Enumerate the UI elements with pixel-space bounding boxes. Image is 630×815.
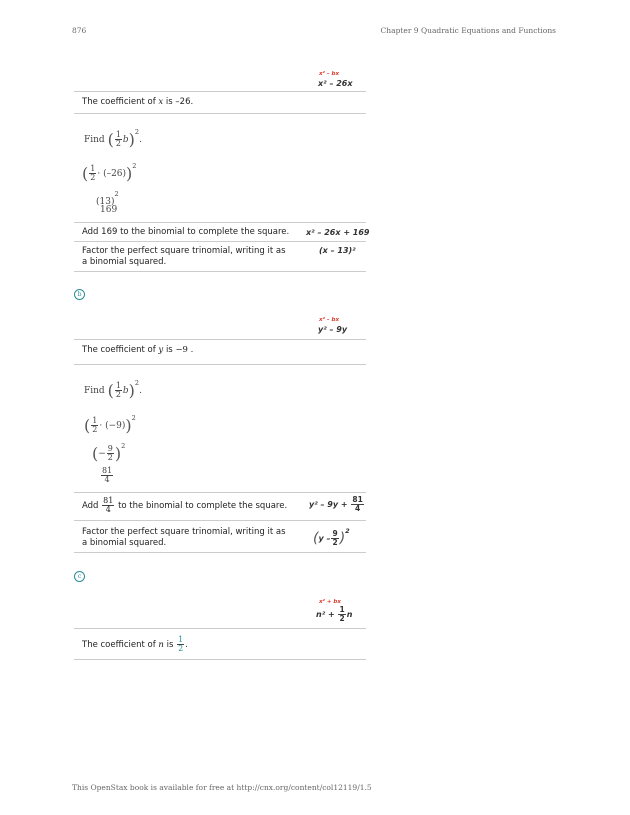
divider <box>74 339 366 340</box>
divider <box>74 364 366 365</box>
find-step-b: Find ( $\frac{1}{2}$ b)$^2$. <box>84 379 142 400</box>
find-step-a: Find ( $\frac{1}{2}$ b)$^2$. <box>84 128 142 149</box>
form-label-a: x² – bx <box>319 71 340 77</box>
coefficient-text-a: The coefficient of x is –26. <box>82 97 194 107</box>
factor-text-a: Factor the perfect square trinomial, writing it as a binomial squared. <box>82 246 286 267</box>
coefficient-text-b: The coefficient of y is −9 . <box>82 345 194 355</box>
divider <box>74 492 366 493</box>
divider <box>74 520 366 521</box>
footer-text: This OpenStax book is available for free at http://cnx.org/content/col12119/1.5 <box>72 783 372 792</box>
expression-a: x² – 26x <box>318 79 353 88</box>
factor-result-b: (y – $\frac{9}{2}$ )$^2$ <box>313 527 350 547</box>
divider <box>74 659 366 660</box>
part-b-label: b <box>74 289 85 300</box>
step2-b: (− $\frac{9}{2}$ )$^2$ <box>92 442 126 463</box>
coefficient-text-c: The coefficient of n is $\frac{1}{2}$ . <box>82 635 188 653</box>
divider <box>74 222 366 223</box>
add-text-a: Add 169 to the binomial to complete the square. <box>82 227 290 237</box>
divider <box>74 628 366 629</box>
factor-result-a: (x – 13)² <box>319 246 356 255</box>
divider <box>74 241 366 242</box>
form-label-b: x² – bx <box>319 317 340 323</box>
step3-a: 169 <box>100 205 118 215</box>
step2-a: $(13)^2$ <box>96 190 119 207</box>
add-text-b: Add $\frac{81}{4}$ to the binomial to complete the square. <box>82 496 288 514</box>
chapter-title: Chapter 9 Quadratic Equations and Functions <box>380 26 556 35</box>
page-number: 876 <box>72 26 87 35</box>
step1-a: ( $\frac{1}{2}$ · (–26))$^2$ <box>82 162 137 183</box>
step1-b: ( $\frac{1}{2}$ · (−9))$^2$ <box>84 414 136 435</box>
divider <box>74 271 366 272</box>
expression-b: y² – 9y <box>318 325 348 334</box>
divider <box>74 552 366 553</box>
step3-b: $\frac{81}{4}$ <box>102 466 113 484</box>
divider <box>74 113 366 114</box>
expression-c: n² + $\frac{1}{2}$ n <box>316 605 353 623</box>
divider <box>74 91 366 92</box>
part-c-label: c <box>74 571 85 582</box>
form-label-c: x² + bx <box>319 599 341 605</box>
add-result-b: y² – 9y + $\frac{81}{4}$ <box>309 495 363 513</box>
factor-text-b: Factor the perfect square trinomial, writing it as a binomial squared. <box>82 527 286 548</box>
add-result-a: x² – 26x + 169 <box>306 228 370 237</box>
